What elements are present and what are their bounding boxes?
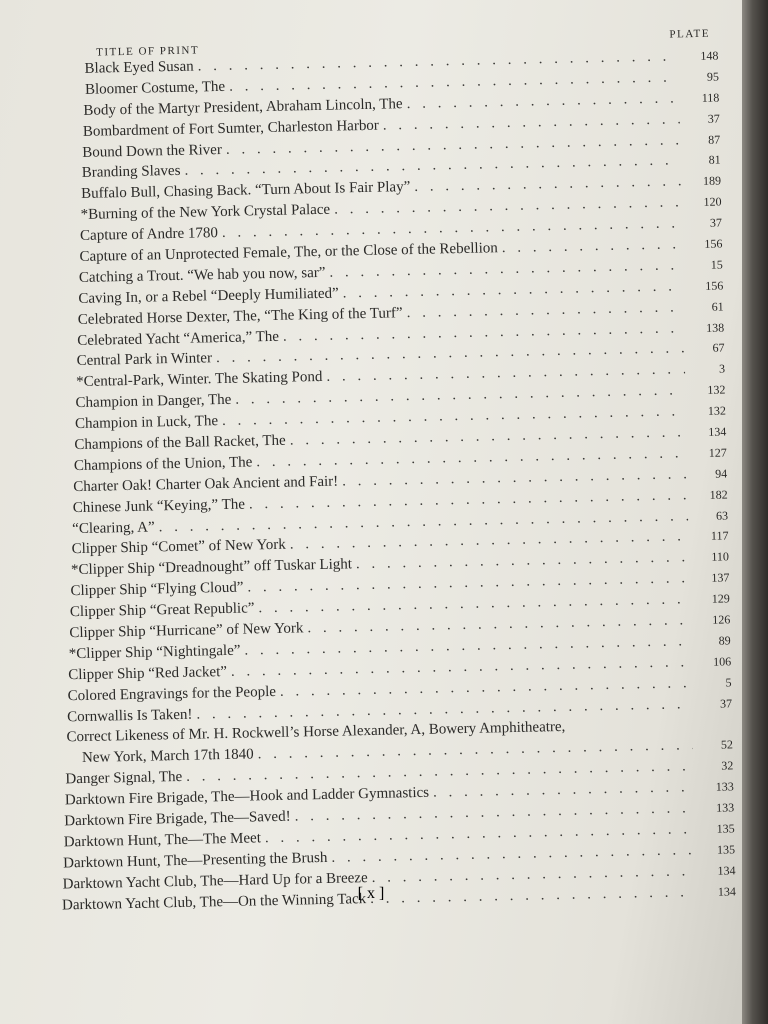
entry-title: Cornwallis Is Taken! xyxy=(66,706,193,725)
entry-title: Darktown Yacht Club, The—Hard Up for a Breeze xyxy=(62,869,368,893)
entry-title: Caving In, or a Rebel “Deeply Humiliated” xyxy=(78,285,339,307)
entry-title: Clipper Ship “Flying Cloud” xyxy=(70,579,244,600)
index-entries xyxy=(28,46,736,917)
plate-number: 135 xyxy=(716,842,736,857)
plate-number: 156 xyxy=(705,278,724,293)
plate-number: 5 xyxy=(725,675,732,690)
plate-number: 132 xyxy=(707,403,727,418)
entry-title: Correct Likeness of Mr. H. Rockwell’s Horse Alexander, A, Bowery Amphitheatre, xyxy=(66,719,566,746)
plate-number: 156 xyxy=(704,236,723,251)
entry-title: Clipper Ship “Red Jacket” xyxy=(68,663,228,684)
entry-title-starred: *Clipper Ship “Nightingale” xyxy=(68,642,241,663)
entry-title: Darktown Hunt, The—Presenting the Brush xyxy=(63,849,328,872)
plate-number: 3 xyxy=(718,361,726,376)
entry-title: Celebrated Horse Dexter, The, “The King of the Turf” xyxy=(77,304,403,328)
entry-title: Chinese Junk “Keying,” The xyxy=(72,496,246,516)
entry-title: Darktown Yacht Club, The—On the Winning Tack xyxy=(61,890,367,914)
plate-number: 138 xyxy=(705,320,725,335)
plate-number: 89 xyxy=(718,633,731,648)
entry-title: Colored Engravings for the People xyxy=(67,683,277,705)
book-gutter-shadow xyxy=(742,0,768,1024)
plate-number: 132 xyxy=(707,382,726,398)
index-table xyxy=(28,28,736,922)
plate-number: 189 xyxy=(702,173,722,189)
plate-number: 129 xyxy=(711,591,730,606)
plate-number: 117 xyxy=(710,528,729,544)
entry-title: Darktown Fire Brigade, The—Saved! xyxy=(64,808,291,830)
plate-number: 134 xyxy=(708,424,727,439)
entry-title: Central Park in Winter xyxy=(76,350,213,370)
entry-title: Darktown Fire Brigade, The—Hook and Ladder Gymnastics xyxy=(64,784,430,809)
entry-title-starred: *Central-Park, Winter. The Skating Pond xyxy=(75,369,323,391)
entry-title: Clipper Ship “Comet” of New York xyxy=(71,537,286,558)
entry-title: Buffalo Bull, Chasing Back. “Turn About Is Fair Play” xyxy=(81,179,411,203)
entry-title: Body of the Martyr President, Abraham Lincoln, The xyxy=(83,95,403,119)
plate-number: 133 xyxy=(716,800,735,815)
plate-number: 95 xyxy=(706,69,720,84)
plate-number: 63 xyxy=(715,508,729,523)
entry-title-starred: *Burning of the New York Crystal Palace xyxy=(80,201,331,224)
plate-number: 133 xyxy=(715,779,734,794)
entry-title: Black Eyed Susan xyxy=(84,58,194,77)
entry-title: Celebrated Yacht “America,” The xyxy=(77,328,280,349)
entry-title: Catching a Trout. “We hab you now, sar” xyxy=(78,264,326,286)
entry-title: Darktown Hunt, The—The Meet xyxy=(63,830,262,851)
plate-number: 81 xyxy=(708,152,721,168)
plate-number: 37 xyxy=(719,695,733,711)
plate-number: 120 xyxy=(703,194,722,210)
entry-title: Danger Signal, The xyxy=(65,769,183,788)
entry-title: Capture of an Unprotected Female, The, or the Close of the Rebellion xyxy=(79,240,498,265)
plate-number: 135 xyxy=(716,821,735,836)
plate-number: 15 xyxy=(710,257,723,272)
plate-number: 37 xyxy=(707,111,720,126)
plate-number: 52 xyxy=(720,737,734,753)
entry-title: Champion in Danger, The xyxy=(75,392,232,412)
plate-column-heading: PLATE xyxy=(669,27,711,41)
page-number: [ x ] xyxy=(357,885,385,902)
entry-title: Champions of the Ball Racket, The xyxy=(74,432,286,454)
plate-number: 134 xyxy=(717,883,737,899)
plate-number: 134 xyxy=(717,863,736,878)
plate-number: 67 xyxy=(712,340,725,356)
entry-title: Branding Slaves xyxy=(81,163,181,182)
entry-title: Bombardment of Fort Sumter, Charleston Harbor xyxy=(82,117,380,140)
plate-number: 110 xyxy=(711,549,730,565)
entry-title: New York, March 17th 1840 xyxy=(81,746,254,767)
entry-title-starred: *Clipper Ship “Dreadnought” off Tuskar Light xyxy=(70,556,353,579)
entry-title: Bound Down the River xyxy=(82,141,223,161)
plate-number: 148 xyxy=(700,48,719,63)
plate-number: 37 xyxy=(709,215,723,230)
plate-number: 94 xyxy=(715,466,728,481)
plate-number: 61 xyxy=(711,299,724,314)
plate-number: 182 xyxy=(709,487,728,502)
plate-number: 137 xyxy=(711,570,730,586)
entry-title: Champion in Luck, The xyxy=(74,413,219,433)
plate-number: 126 xyxy=(712,612,731,627)
entry-title: “Clearing, A” xyxy=(72,519,155,537)
plate-number: 106 xyxy=(712,654,732,669)
entry-title: Clipper Ship “Great Republic” xyxy=(69,600,255,621)
entry-title: Charter Oak! Charter Oak Ancient and Fair! xyxy=(73,473,339,495)
plate-number: 118 xyxy=(701,90,720,105)
title-column-heading: TITLE OF PRINT xyxy=(96,44,200,59)
entry-title: Clipper Ship “Hurricane” of New York xyxy=(69,620,304,642)
entry-title: Capture of Andre 1780 xyxy=(79,225,219,245)
entry-title: Bloomer Costume, The xyxy=(84,78,226,98)
plate-number: 87 xyxy=(708,132,721,147)
plate-number: 127 xyxy=(708,445,727,460)
entry-title: Champions of the Union, The xyxy=(73,454,253,475)
plate-number: 32 xyxy=(721,758,734,773)
